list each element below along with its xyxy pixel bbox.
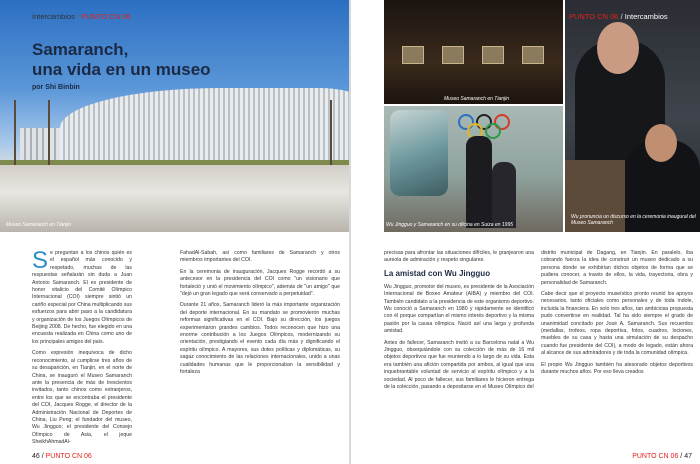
paragraph: precisas para afrontar las situaciones difíciles, le granjearon una aureola de admiración y respeto singulares. [384,250,534,264]
left-page [0,0,349,464]
section-label: Intercambios [32,12,75,21]
article-title [32,40,332,80]
section-tag: PUNTO CN 06 / Intercambios [569,12,668,21]
paragraph: FahadAl-Sabah, así como familiares de Samaranch y otros miembros importantes del COI. [180,250,340,264]
page-number: 47 [684,453,692,460]
paragraph: Como expresión inequívoca de dicho reconocimiento, al cumplirse tres años de su desaparición, en Tianjin, en el norte de China, se inauguró el Museo Samaranch ante la presencia de más de trescientos invitados, tanto chinos como extranjeros, entre los que se encontraba el presidente del COI, Jacques Rogge, el director de la Administración Nacional de Deportes de China, Liu Peng; el fundador del museo, Wu Jingguo; el presidente del Consejo Olímpico de Asia, el jeque SheikhAhmadAl- [32,350,132,446]
speech-photo [565,0,700,232]
page-number: 46 [32,453,40,460]
text-column-2 [180,250,340,381]
text-column-3 [384,250,534,396]
museum-interior-photo [384,0,563,104]
photo-caption: Wu pronuncia un discurso en la ceremonia inaugural del Museo Samaranch [571,214,696,226]
footer-brand: PUNTO CN 06 [45,453,92,460]
page-footer: 46 / PUNTO CN 06 [32,453,92,460]
paragraph: Wu Jingguo, promotor del museo, es presidente de la Asociación Internacional de Boxeo Amateur (AIBA) y miembro del COI. También candidato a la presidencia de este organismo deportivo. Wu conoció a Samaranch en 1980 y rápidamente se identificó con él porque compartían el mismo interés deportivo y la misma pasión por la causa olímpica. Nació así una larga y profunda amistad. [384,283,534,335]
museum-photo [0,0,349,232]
title-line-2: una vida en un museo [32,60,211,79]
author-byline: por Shi Binbin [32,84,80,91]
subheading: La amistad con Wu Jingguo [384,268,491,278]
page-footer: PUNTO CN 06 / 47 [632,453,692,460]
footer-brand: PUNTO CN 06 [632,453,679,460]
paragraph: Antes de fallecer, Samaranch invitó a su Barcelona natal a Wu Jingguo, obsequiándole con su colección de más de 16 mil objetos deportivos que fue reuniendo a lo largo de su vida. Esta era también una afición compartida por ambos, al igual que una inquebrantable voluntad de servicio al espíritu olímpico y a la sociedad. Al poco de fallecer, sus familiares le hicieron entrega de la colección, pasando a depositarse en el Museo Olímpico del [384,339,534,391]
section-tag: Intercambios / PUNTO CN 06 [32,12,131,21]
brand-label: PUNTO CN 06 [81,12,131,21]
brand-label: PUNTO CN 06 [569,12,619,21]
paragraph: Durante 21 años, Samaranch lideró la más importante organización del deporte internacional. En su mandato se promovieron muchas reformas significativas en el COI. Bajo su dirección, los juegos experimentaron grandes cambios. Todos reconocen que hizo una enorme contribución a los Juegos Olímpicos, modernizando su orientación, prestigiando el evento cada día más y dignificando el espíritu olímpico. A mayores, sus dotes políticas y diplomáticas, su sagaz conocimiento de las relaciones internacionales, unido a unas cualidades humanas que le proporcionaban la sensibilidad y fortaleza [180,302,340,376]
section-label: Intercambios [624,12,668,21]
photo-caption: Wu Jingguo y Samaranch en su oficina en Suiza en 1995 [386,222,514,228]
wu-samaranch-photo [384,106,563,232]
paragraph: distrito municipal de Dagang, en Tianjin. En paralelo, iba cobrando fuerza la idea de construir un museo dedicado a su persona donde se exhibirían dichos objetos de forma que se pudiera conocer, a través de ellos, la vida, trayectoria, obra y personalidad de Samaranch. [541,250,693,286]
text-column-4 [541,250,693,381]
drop-cap: S [32,247,49,274]
text-column-1 [32,247,132,451]
photo-caption: Museo Samaranch en Tianjin [6,222,71,228]
paragraph: El propio Wu Jingguo también ha atesorado objetos deportivos durante muchos años. Por eso lleva creados [541,361,693,376]
title-line-1: Samaranch, [32,40,129,59]
photo-caption: Museo Samaranch en Tianjin [444,96,509,102]
paragraph: Cabe decir que el proyecto museístico pronto reunió los apoyos necesarios, tanto oficiales como personales y de toda índole, incluida la financiera. En solo tres años, tan ambiciosa propuesta pudo convertirse en realidad. Tal ha sido siempre el grado de unanimidad concitado por José A. Samaranch. Sus recuerdos (medallas, trofeos, ropa deportiva, fotos, cuadros, lociones, muebles de su casa y hasta una simulación de su despacho cuando fue presidente del COI), a modo de legado, están ahora al alcance de sus admiradores y de toda la comunidad olímpica. [541,291,693,357]
paragraph: e preguntan a los chinos quién es el español más conocido y respetado, muchas de las respuestas señalarán sin duda a Juan Antonio Samaranch. El ex presidente de honor vitalicio del Comité Olímpico Internacional (COI) siempre sintió un cariño especial por China multiplicando sus esfuerzos para abrir paso a la candidatura y organización de los Juegos Olímpicos de Beijing 2008. De hecho, fue elegido en una encuesta realizada en China como uno de los principales amigos del país. [32,250,132,345]
right-page [351,0,700,464]
paragraph: En la ceremonia de inauguración, Jacques Rogge recordó a su antecesor en la presidencia del COI como "un visionario que fortaleció y unió el movimiento olímpico", además de "un amigo" que "dejó un gran legado que será conservado a perpetuidad". [180,268,340,298]
